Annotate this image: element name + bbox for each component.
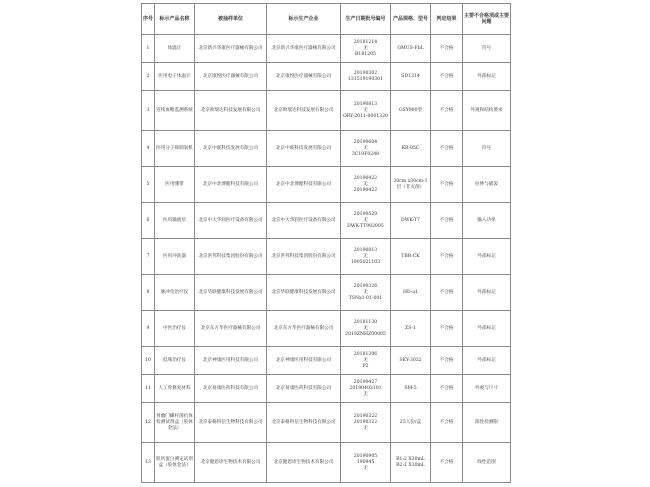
cell-problem: 线性范围 xyxy=(463,443,511,483)
cell-manufacturer: 北京康悦医疗器械有限公司 xyxy=(267,63,341,91)
cell-sampled-unit: 北京中北博健科技有限公司 xyxy=(195,167,267,203)
header-result: 判定结果 xyxy=(431,4,463,35)
cell-sampled-unit: 北京中联科技发展有限公司 xyxy=(195,131,267,167)
cell-problem: 外部标记 xyxy=(463,275,511,311)
cell-date-batch: 20181206 无 P2 xyxy=(341,347,391,375)
cell-manufacturer: 北京中联科技发展有限公司 xyxy=(267,131,341,167)
cell-problem: 外观和结构要求 xyxy=(463,91,511,131)
cell-problem: 符号 xyxy=(463,131,511,167)
cell-spec-model: KR-05C xyxy=(391,131,431,167)
table-row xyxy=(142,131,511,167)
cell-problem: 外部标记 xyxy=(463,239,511,275)
cell-date-batch: 20190813 无 1905021103 xyxy=(341,239,391,275)
cell-problem: 输入功率 xyxy=(463,203,511,239)
cell-sampled-unit: 北京洪邦科技集团股份有限公司 xyxy=(195,239,267,275)
cell-sampled-unit: 北京神康医用科技有限公司 xyxy=(195,347,267,375)
cell-manufacturer: 北京新兴华康医疗器械有限公司 xyxy=(267,35,341,63)
cell-manufacturer: 北京神康医用科技有限公司 xyxy=(267,347,341,375)
table-row xyxy=(142,443,511,483)
cell-date-batch: 20190529 无 DWK-TT902005 xyxy=(341,203,391,239)
cell-sampled-unit: 北京新兴华康医疗器械有限公司 xyxy=(195,35,267,63)
cell-no: 5 xyxy=(142,167,155,203)
cell-spec-model: R1:2 X30mL R2:1 X30mL xyxy=(391,443,431,483)
table-row xyxy=(142,167,511,203)
cell-result: 不合格 xyxy=(431,167,463,203)
cell-result: 不合格 xyxy=(431,375,463,403)
header-row xyxy=(142,4,511,35)
cell-result: 不合格 xyxy=(431,203,463,239)
cell-problem: 外观与尺寸 xyxy=(463,375,511,403)
cell-spec-model: DWK-T7 xyxy=(391,203,431,239)
cell-spec-model: SKY-3032 xyxy=(391,347,431,375)
cell-date-batch: 20181214 无 B181205 xyxy=(341,35,391,63)
cell-sampled-unit: 北京东方华医疗器械有限公司 xyxy=(195,311,267,347)
header-manufacturer: 标示生产企业 xyxy=(267,4,341,35)
cell-spec-model: 30cm x30cm-1层（非灭菌） xyxy=(391,167,431,203)
cell-sampled-unit: 北京健恩诊生物技术有限公司 xyxy=(195,443,267,483)
cell-sampled-unit: 北京中大华润医疗设备有限公司 xyxy=(195,203,267,239)
table-header xyxy=(142,4,511,35)
cell-product-name: 肌钙蛋白测定试剂盒（胶体金法） xyxy=(155,443,195,483)
cell-sampled-unit: 北京康悦医疗器械有限公司 xyxy=(195,63,267,91)
cell-manufacturer: 北京健恩诊生物技术有限公司 xyxy=(267,443,341,483)
cell-result: 不合格 xyxy=(431,403,463,443)
cell-date-batch: 20190813 无 ORY-2011-0001320 xyxy=(341,91,391,131)
header-date-batch: 生产日期批号编号 xyxy=(341,4,391,35)
cell-result: 不合格 xyxy=(431,63,463,91)
cell-manufacturer: 北京中大华润医疗设备有限公司 xyxy=(267,203,341,239)
cell-problem: 拉伸与破裂 xyxy=(463,167,511,203)
table-row xyxy=(142,91,511,131)
cell-no: 6 xyxy=(142,203,155,239)
cell-product-name: 医用冲洗器 xyxy=(155,239,195,275)
cell-product-name: 医用电子体温计 xyxy=(155,63,195,91)
cell-spec-model: SD1314 xyxy=(391,63,431,91)
header-sampled-unit: 被抽样单位 xyxy=(195,4,267,35)
table-row xyxy=(142,403,511,443)
cell-product-name: 低频治疗仪 xyxy=(155,347,195,375)
cell-problem: 外部标记 xyxy=(463,347,511,375)
cell-manufacturer: 北京中北博健科技有限公司 xyxy=(267,167,341,203)
cell-spec-model: GMUS-FbL xyxy=(391,35,431,63)
table-body xyxy=(142,35,511,483)
cell-date-batch: 20190905 190945 无 xyxy=(341,443,391,483)
cell-date-batch: 20190422 无 20190422 xyxy=(341,167,391,203)
cell-spec-model: HD-a1 xyxy=(391,275,431,311)
cell-date-batch: 20190302 131519190301 xyxy=(341,63,391,91)
cell-result: 不合格 xyxy=(431,91,463,131)
table-row xyxy=(142,375,511,403)
table-row xyxy=(142,63,511,91)
cell-product-name: 中医治疗仪 xyxy=(155,311,195,347)
cell-spec-model: GSY900型 xyxy=(391,91,431,131)
cell-result: 不合格 xyxy=(431,35,463,63)
cell-result: 不合格 xyxy=(431,131,463,167)
table-row xyxy=(142,35,511,63)
cell-product-name: 脉冲电治疗仪 xyxy=(155,275,195,311)
header-no: 序号 xyxy=(142,4,155,35)
cell-product-name: 医用绷带 xyxy=(155,167,195,203)
cell-date-batch: 20181130 无 2019ZNHZ00005 xyxy=(341,311,391,347)
header-product-name: 标示产品名称 xyxy=(155,4,195,35)
table-row xyxy=(142,311,511,347)
cell-no: 12 xyxy=(142,403,155,443)
cell-result: 不合格 xyxy=(431,275,463,311)
cell-no: 10 xyxy=(142,347,155,375)
table-row xyxy=(142,203,511,239)
cell-no: 1 xyxy=(142,35,155,63)
cell-result: 不合格 xyxy=(431,347,463,375)
cell-product-name: 医用分子筛制氧机 xyxy=(155,131,195,167)
cell-sampled-unit: 北京易康医药科技有限公司 xyxy=(195,375,267,403)
table-row xyxy=(142,347,511,375)
cell-product-name: 连续血糖监测系统 xyxy=(155,91,195,131)
header-problem: 主要不合格项或主要问题 xyxy=(463,4,511,35)
cell-no: 3 xyxy=(142,91,155,131)
cell-spec-model: SM-5 xyxy=(391,375,431,403)
cell-spec-model: ZS-1 xyxy=(391,311,431,347)
cell-date-batch: 20190322 20190322 无 xyxy=(341,403,391,443)
cell-manufacturer: 北京易康医药科技有限公司 xyxy=(267,375,341,403)
cell-problem: 外部标记 xyxy=(463,311,511,347)
cell-no: 13 xyxy=(142,443,155,483)
cell-no: 4 xyxy=(142,131,155,167)
cell-date-batch: 20190604 无 3C19F0248 xyxy=(341,131,391,167)
table-row xyxy=(142,275,511,311)
cell-no: 7 xyxy=(142,239,155,275)
cell-manufacturer: 北京华联健康科技发展有限公司 xyxy=(267,275,341,311)
cell-manufacturer: 北京欧瑞达科技发展有限公司 xyxy=(267,91,341,131)
cell-result: 不合格 xyxy=(431,239,463,275)
table-row xyxy=(142,239,511,275)
cell-sampled-unit: 北京华联健康科技发展有限公司 xyxy=(195,275,267,311)
document-page xyxy=(141,3,510,483)
cell-problem: 外部标记 xyxy=(463,63,511,91)
cell-manufacturer: 北京洪邦科技集团股份有限公司 xyxy=(267,239,341,275)
cell-date-batch: 20190326 无 TSNx1-01-001 xyxy=(341,275,391,311)
cell-problem: 符号 xyxy=(463,35,511,63)
inspection-results-table xyxy=(141,3,511,483)
cell-result: 不合格 xyxy=(431,311,463,347)
cell-date-batch: 20190427 20190403101 无 xyxy=(341,375,391,403)
cell-product-name: 体温计 xyxy=(155,35,195,63)
cell-manufacturer: 北京泰格科信生物科技有限公司 xyxy=(267,403,341,443)
cell-product-name: 人工骨修复材料 xyxy=(155,375,195,403)
cell-spec-model: 25人份/盒 xyxy=(391,403,431,443)
cell-result: 不合格 xyxy=(431,443,463,483)
header-spec-model: 产品规格、型号 xyxy=(391,4,431,35)
cell-product-name: 胃幽门螺杆菌抗体检测试剂盒（胶体金法） xyxy=(155,403,195,443)
cell-manufacturer: 北京东方华医疗器械有限公司 xyxy=(267,311,341,347)
cell-product-name: 医用输液泵 xyxy=(155,203,195,239)
cell-no: 11 xyxy=(142,375,155,403)
cell-no: 8 xyxy=(142,275,155,311)
cell-sampled-unit: 北京泰格科信生物科技有限公司 xyxy=(195,403,267,443)
cell-spec-model: TBR-CK xyxy=(391,239,431,275)
cell-sampled-unit: 北京欧瑞达科技发展有限公司 xyxy=(195,91,267,131)
cell-problem: 阳性检测限 xyxy=(463,403,511,443)
cell-no: 9 xyxy=(142,311,155,347)
cell-no: 2 xyxy=(142,63,155,91)
